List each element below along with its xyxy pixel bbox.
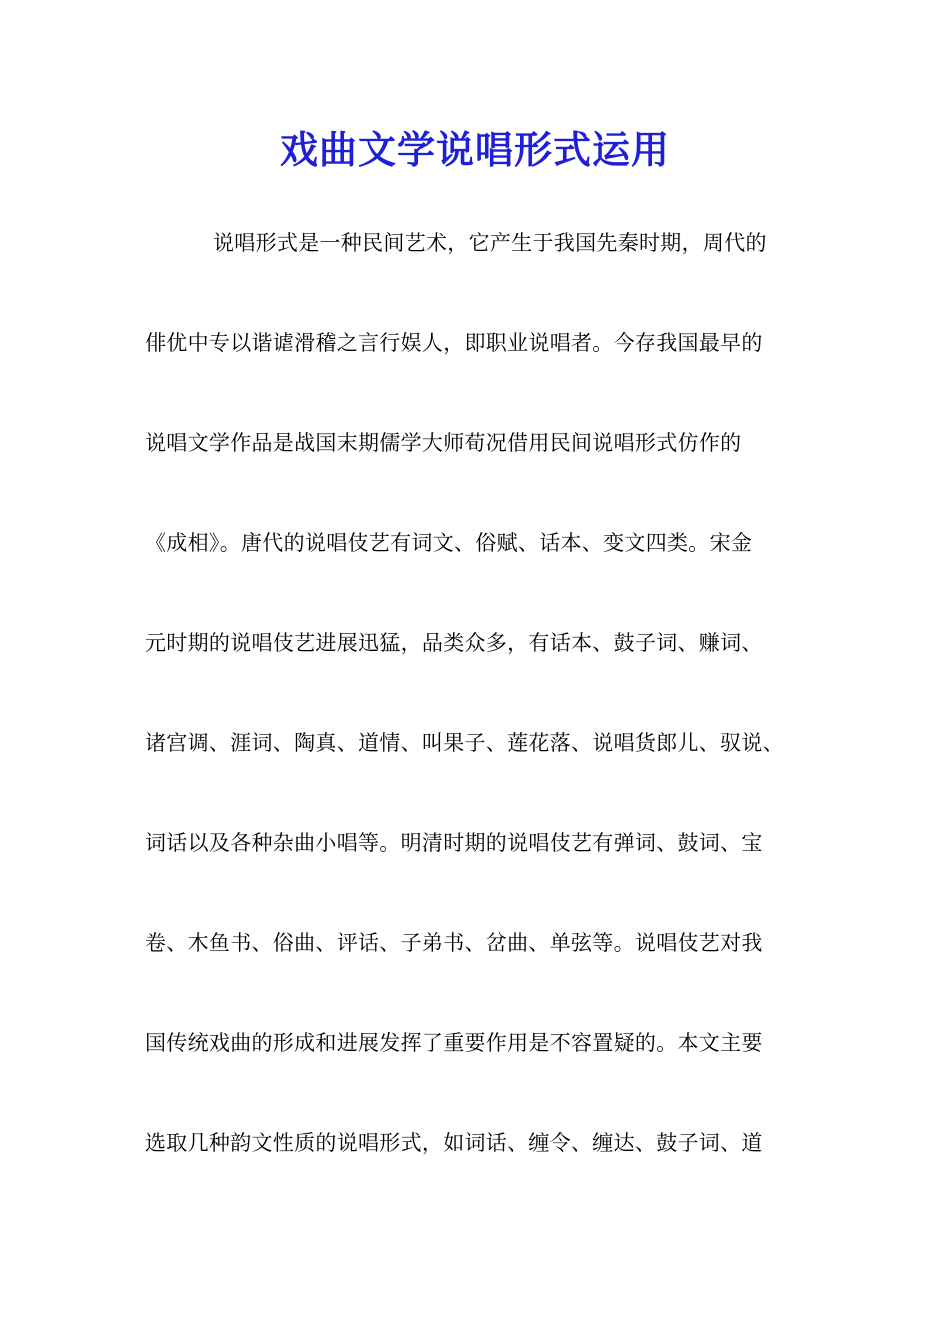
body-line: 《成相》。唐代的说唱伎艺有词文、俗赋、话本、变文四类。宋金 <box>145 531 753 555</box>
body-line: 诸宫调、涯词、陶真、道情、叫果子、莲花落、说唱货郎儿、驭说、 <box>145 731 784 755</box>
body-line: 卷、木鱼书、俗曲、评话、子弟书、岔曲、单弦等。说唱伎艺对我 <box>145 931 763 955</box>
body-line: 国传统戏曲的形成和进展发挥了重要作用是不容置疑的。本文主要 <box>145 1031 763 1055</box>
body-line: 词话以及各种杂曲小唱等。明清时期的说唱伎艺有弹词、鼓词、宝 <box>145 831 763 855</box>
document-title: 戏曲文学说唱形式运用 <box>279 127 670 172</box>
body-line: 说唱形式是一种民间艺术，它产生于我国先秦时期，周代的 <box>213 231 767 255</box>
document-body <box>145 218 825 1218</box>
body-line: 选取几种韵文性质的说唱形式，如词话、缠令、缠达、鼓子词、道 <box>145 1131 763 1155</box>
body-line: 俳优中专以谐谑滑稽之言行娱人，即职业说唱者。今存我国最早的 <box>145 331 763 355</box>
body-line: 元时期的说唱伎艺进展迅猛，品类众多，有话本、鼓子词、赚词、 <box>145 631 763 655</box>
body-line: 说唱文学作品是战国末期儒学大师荀况借用民间说唱形式仿作的 <box>145 431 742 455</box>
